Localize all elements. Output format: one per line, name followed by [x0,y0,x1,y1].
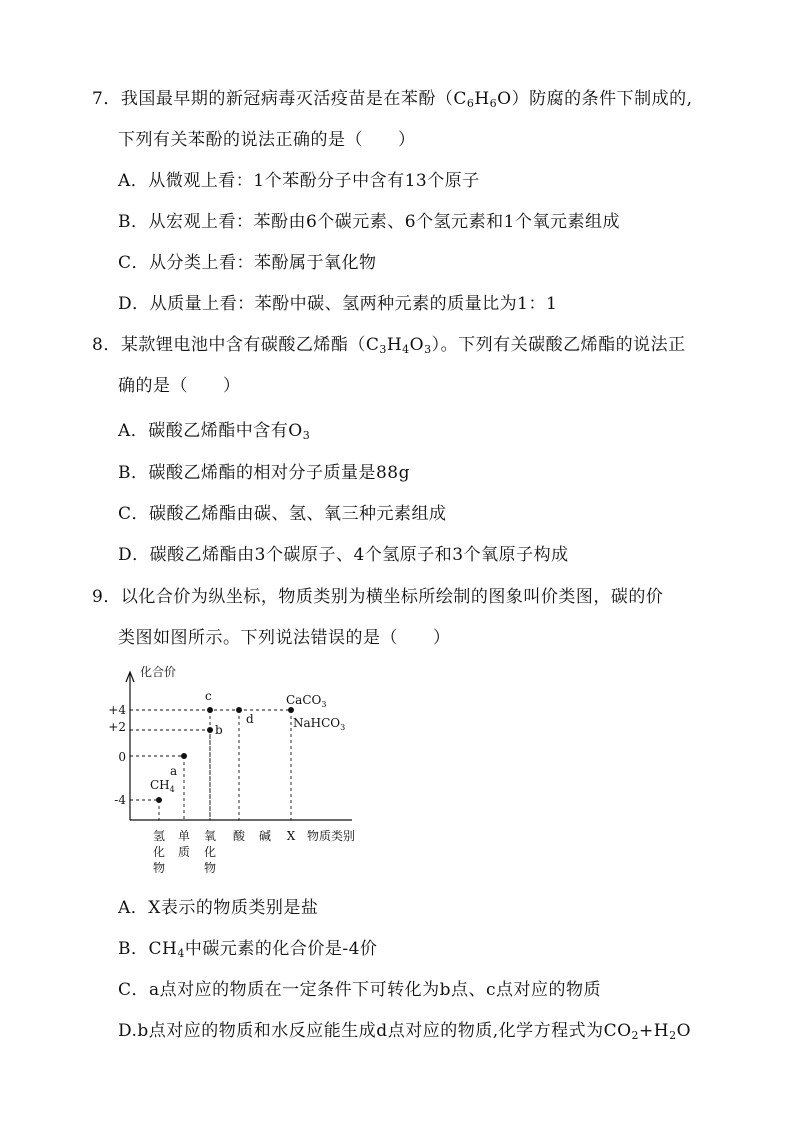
y-tick-label: 0 [118,750,126,764]
x-category-label: 氢 [152,829,166,843]
data-point [288,707,294,713]
x-categories [153,828,296,875]
valence-class-chart [100,660,370,880]
q9-option-b [118,938,377,960]
text: D.b点对应的物质和水反应能生成d点对应的物质,化学方程式为CO [118,1021,632,1041]
data-point [207,727,213,733]
x-category-label: X [286,829,296,843]
point-label: NaHCO$_3$ [293,716,346,732]
x-category-label: 物 [152,861,166,875]
q7-option-a: A．从微观上看：1个苯酚分子中含有13个原子 [118,171,480,191]
data-point [236,707,242,713]
x-category-label: 质 [177,845,191,859]
data-point [207,707,213,713]
x-axis-label: 物质类别 [307,829,356,843]
text: O [676,1021,692,1041]
q8-option-b: B．碳酸乙烯酯的相对分子质量是88g [118,463,411,483]
subscript: 2 [631,1029,640,1042]
x-category-label: 化 [152,845,166,859]
text: 7．我国最早期的新冠病毒灭活疫苗是在苯酚（C [92,89,467,109]
x-category-label: 碱 [258,829,272,843]
q9-option-d [118,1020,691,1042]
subscript: 2 [669,1029,677,1042]
subscript: 3 [302,429,311,442]
q8-option-c: C．碳酸乙烯酯由碳、氢、氧三种元素组成 [118,504,447,524]
point-label: $CH_4$ [150,778,175,794]
guide-lines [130,710,291,820]
text: 8．某款锂电池中含有碳酸乙烯酯（C [92,335,380,355]
q9-stem-line1: 9．以化合价为纵坐标，物质类别为横坐标所绘制的图象叫价类图，碳的价 [92,587,664,607]
q7-option-b: B．从宏观上看：苯酚由6个碳元素、6个氢元素和1个氧元素组成 [118,212,620,232]
q9-option-c: C．a点对应的物质在一定条件下可转化为b点、c点对应的物质 [118,980,602,1000]
q8-stem-line2: 确的是（ ） [118,376,241,396]
q9-option-a: A．X表示的物质类别是盐 [118,898,319,918]
y-ticks [108,703,126,807]
point-label: c [205,689,212,703]
point-label: b [215,723,223,737]
x-category-label: 物 [203,861,217,875]
text: +H [639,1021,670,1041]
y-tick-label: +2 [108,720,126,734]
text: H [474,89,490,109]
data-point [156,797,162,803]
text: A．碳酸乙烯酯中含有O [118,421,303,441]
q7-stem-line1 [92,88,693,110]
q8-option-d: D．碳酸乙烯酯由3个碳原子、4个氢原子和3个氧原子构成 [118,545,569,565]
q7-option-d: D．从质量上看：苯酚中碳、氢两种元素的质量比为1：1 [118,294,558,314]
x-category-label: 氧 [203,829,217,843]
text: 中碳元素的化合价是-4价 [184,939,378,959]
y-tick-label: -4 [114,793,126,807]
text: O）防腐的条件下制成的, [497,89,693,109]
text: ）。下列有关碳酸乙烯酯的说法正 [431,335,686,355]
q8-option-a [118,420,310,442]
text: O [409,335,425,355]
text: B．CH [118,939,178,959]
subscript: 6 [489,97,498,110]
x-category-label: 化 [203,845,217,859]
q8-stem-line1 [92,334,686,356]
subscript: 3 [424,343,432,356]
point-label: CaCO$_3$ [286,693,327,709]
x-category-label: 酸 [232,829,246,843]
data-point [181,753,187,759]
subscript: 4 [177,947,185,960]
x-category-label: 单 [177,829,191,843]
text: H [386,335,403,355]
subscript: 4 [402,343,410,356]
point-labels [150,689,345,794]
subscript: 3 [379,343,387,356]
q7-stem-line2: 下列有关苯酚的说法正确的是（ ） [118,130,416,150]
subscript: 6 [466,97,475,110]
y-tick-label: +4 [108,703,126,717]
q9-stem-line2: 类图如图所示。下列说法错误的是（ ） [118,628,451,648]
point-label: d [246,712,254,726]
y-axis-label: 化合价 [140,665,177,679]
data-points [156,707,294,803]
q7-option-c: C．从分类上看：苯酚属于氧化物 [118,253,377,273]
point-label: a [170,764,178,778]
